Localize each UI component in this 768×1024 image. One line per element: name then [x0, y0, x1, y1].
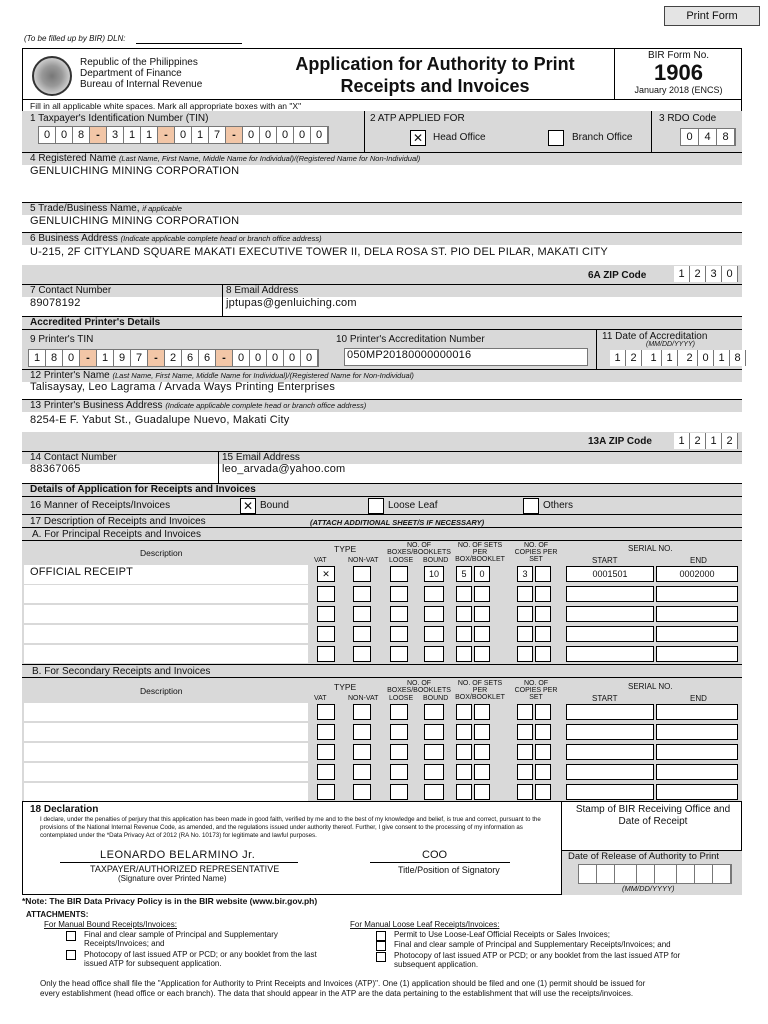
digit-cell: 0: [243, 127, 260, 143]
sets-cell-2[interactable]: [474, 606, 490, 622]
contact-label: 7 Contact Number: [30, 285, 112, 296]
printer-tin-field[interactable]: [28, 349, 319, 367]
col-desc-b: Description: [140, 686, 183, 696]
registered-name-label: 4 Registered Name (Last Name, First Name, Middle Name for Individual)/(Registered Name for Non-Individual): [30, 153, 421, 164]
description-cell[interactable]: [24, 743, 308, 761]
sets-cell-1[interactable]: [456, 606, 472, 622]
nonvat-cell[interactable]: [353, 566, 371, 582]
digit-cell: 0: [175, 127, 192, 143]
signatory-role: TAXPAYER/AUTHORIZED REPRESENTATIVE: [90, 864, 280, 874]
copies-cell-1[interactable]: [517, 784, 533, 800]
digit-cell: 0: [250, 350, 267, 366]
rdo-field[interactable]: [680, 128, 736, 146]
footer-text: Only the head office shall file the "Application for Authority to Print Receipts and Invoices (ATP)". One (1) application should be filed and one (1) permit should be issued for every establishment (head office or each branch). The data that should appear in the ATP are the data pertaining to the establishment that will use the receipts/invoices.: [40, 979, 646, 998]
accreditation-field[interactable]: 050MP20180000000016: [344, 348, 588, 366]
digit-cell: 1: [29, 350, 46, 366]
form-number: 1906: [654, 60, 703, 85]
signatory-hint: (Signature over Printed Name): [118, 874, 227, 883]
dln-label: (To be filled up by BIR) DLN:: [24, 34, 126, 43]
bound-att-checkbox-1[interactable]: [66, 931, 76, 941]
digit-cell: 0: [63, 350, 80, 366]
digit-cell: 0: [233, 350, 250, 366]
vat-cell[interactable]: [317, 744, 335, 760]
description-cell[interactable]: [24, 625, 308, 643]
copies-cell-2[interactable]: [535, 626, 551, 642]
loose-leaf-label: Loose Leaf: [388, 500, 438, 511]
copies-cell-1[interactable]: [517, 646, 533, 662]
vat-cell[interactable]: [317, 704, 335, 720]
others-checkbox[interactable]: [523, 498, 539, 514]
digit-cell: 3: [706, 266, 722, 282]
digit-cell: 8: [730, 350, 746, 366]
sets-cell-2[interactable]: [474, 646, 490, 662]
printer-email-label: 15 Email Address: [222, 452, 300, 463]
end-cell[interactable]: [656, 744, 738, 760]
end-cell[interactable]: [656, 606, 738, 622]
printer-zip-label: 13A ZIP Code: [588, 436, 652, 447]
col-loose-b: LOOSE: [389, 695, 414, 702]
copies-cell-1[interactable]: [517, 764, 533, 780]
loose-att-2: Final and clear sample of Principal and Supplementary Receipts/Invoices; and: [394, 940, 671, 949]
digit-cell: 8: [717, 129, 735, 145]
agency-line: Department of Finance: [80, 68, 182, 79]
digit-cell: 2: [690, 433, 706, 449]
loose-att-checkbox-3[interactable]: [376, 952, 386, 962]
end-cell[interactable]: [656, 704, 738, 720]
digit-cell: -: [80, 350, 97, 366]
copies-cell-1[interactable]: 3: [517, 566, 533, 582]
agency-block: [80, 57, 202, 90]
branch-office-checkbox[interactable]: [548, 130, 564, 146]
description-cell[interactable]: [24, 645, 308, 663]
business-address-field[interactable]: U-215, 2F CITYLAND SQUARE MAKATI EXECUTIVE TOWER II, DELA ROSA ST. PIO DEL PILAR, MAKATI CITY: [30, 246, 608, 258]
printer-address-field[interactable]: 8254-E F. Yabut St., Guadalupe Nuevo, Makati City: [30, 414, 290, 426]
copies-cell-2[interactable]: [535, 764, 551, 780]
digit-cell: 0: [267, 350, 284, 366]
digit-cell: 1: [674, 433, 690, 449]
copies-cell-2[interactable]: [535, 784, 551, 800]
sets-cell-2[interactable]: [474, 784, 490, 800]
end-cell[interactable]: [656, 784, 738, 800]
sets-cell-2[interactable]: [474, 764, 490, 780]
registered-name-field[interactable]: GENLUICHING MINING CORPORATION: [30, 165, 240, 177]
attachments-label: ATTACHMENTS:: [26, 910, 89, 919]
col-loose-a: LOOSE: [389, 557, 414, 564]
end-cell[interactable]: [656, 764, 738, 780]
loose-cell[interactable]: [390, 764, 408, 780]
start-cell[interactable]: [566, 724, 654, 740]
nonvat-cell[interactable]: [353, 626, 371, 642]
loose-att-1: Permit to Use Loose-Leaf Official Receipts or Sales Invoices;: [394, 930, 610, 939]
vat-cell[interactable]: [317, 764, 335, 780]
start-cell[interactable]: [566, 586, 654, 602]
col-copies-a: NO. OF COPIES PER SET: [514, 542, 558, 563]
description-label: 17 Description of Receipts and Invoices: [30, 516, 206, 527]
col-desc-a: Description: [140, 548, 183, 558]
loose-cell[interactable]: [390, 784, 408, 800]
digit-cell: [619, 865, 637, 883]
digit-cell: 1: [97, 350, 114, 366]
start-cell[interactable]: [566, 606, 654, 622]
digit-cell: -: [90, 127, 107, 143]
instructions: Fill in all applicable white spaces. Mark all appropriate boxes with an "X": [30, 101, 302, 111]
trade-name-label: 5 Trade/Business Name, if applicable: [30, 203, 182, 214]
col-start-b: START: [592, 694, 618, 703]
col-sets-a: NO. OF SETS PER BOX/BOOKLET: [455, 542, 505, 563]
bound-cell[interactable]: [424, 744, 444, 760]
description-cell[interactable]: [24, 605, 308, 623]
sets-cell-1[interactable]: [456, 646, 472, 662]
copies-cell-2[interactable]: [535, 646, 551, 662]
copies-cell-2[interactable]: [535, 586, 551, 602]
loose-att-checkbox-1[interactable]: [376, 931, 386, 941]
nonvat-cell[interactable]: [353, 586, 371, 602]
digit-cell: 6: [199, 350, 216, 366]
row-printer-contact: [22, 464, 742, 484]
digit-cell: 0: [722, 266, 738, 282]
nonvat-cell[interactable]: [353, 704, 371, 720]
col-type-b: TYPE: [334, 682, 357, 692]
row1-description: OFFICIAL RECEIPT: [30, 566, 134, 578]
printer-section-header: Accredited Printer's Details: [22, 317, 742, 330]
copies-cell-1[interactable]: [517, 606, 533, 622]
end-cell[interactable]: [656, 724, 738, 740]
copies-cell-2[interactable]: [535, 724, 551, 740]
privacy-note: *Note: The BIR Data Privacy Policy is in the BIR website (www.bir.gov.ph): [22, 896, 318, 906]
digit-cell: 1: [706, 433, 722, 449]
start-cell[interactable]: [566, 744, 654, 760]
sets-cell-1[interactable]: [456, 784, 472, 800]
col-boxes-b: NO. OF BOXES/BOOKLETS: [387, 680, 451, 694]
bound-cell[interactable]: 10: [424, 566, 444, 582]
nonvat-cell[interactable]: [353, 744, 371, 760]
start-cell[interactable]: 0001501: [566, 566, 654, 582]
vat-cell[interactable]: ✕: [317, 566, 335, 582]
vat-cell[interactable]: [317, 724, 335, 740]
digit-cell: 7: [209, 127, 226, 143]
row-contact: [22, 297, 742, 317]
accr-date-hint: (MM/DD/YYYY): [646, 341, 695, 348]
digit-cell: 0: [311, 127, 328, 143]
digit-cell: 0: [56, 127, 73, 143]
printer-zip-field[interactable]: [674, 433, 738, 449]
tin-label: 1 Taxpayer's Identification Number (TIN): [30, 113, 209, 124]
divider: [222, 285, 223, 317]
loose-cell[interactable]: [390, 724, 408, 740]
digit-cell: 3: [107, 127, 124, 143]
digit-cell: [695, 865, 713, 883]
bound-cell[interactable]: [424, 764, 444, 780]
section-a-label: A. For Principal Receipts and Invoices: [32, 529, 201, 540]
printer-contact-label: 14 Contact Number: [30, 452, 117, 463]
form-title: [250, 53, 620, 97]
bound-attachments-header: For Manual Bound Receipts/Invoices:: [44, 920, 177, 929]
col-vat-a: VAT: [314, 557, 327, 564]
divider: [218, 452, 219, 484]
business-address-label: 6 Business Address (Indicate applicable complete head or branch office address): [30, 233, 322, 244]
section-b-label: B. For Secondary Receipts and Invoices: [32, 666, 211, 677]
zip-label: 6A ZIP Code: [588, 270, 647, 281]
digit-cell: -: [158, 127, 175, 143]
copies-cell-1[interactable]: [517, 586, 533, 602]
description-cell[interactable]: [24, 723, 308, 741]
digit-cell: -: [148, 350, 165, 366]
position-label: Title/Position of Signatory: [398, 865, 500, 875]
col-bound-b: BOUND: [423, 695, 449, 702]
row14-band: [22, 452, 742, 464]
sets-cell-1[interactable]: [456, 744, 472, 760]
digit-cell: 1: [141, 127, 158, 143]
sets-cell-1[interactable]: [456, 626, 472, 642]
bound-att-1: Final and clear sample of Principal and Supplementary Receipts/Invoices; and: [84, 930, 278, 948]
loose-leaf-checkbox[interactable]: [368, 498, 384, 514]
form-number-box: [614, 48, 742, 100]
email-label: 8 Email Address: [226, 285, 299, 296]
description-cell[interactable]: [24, 763, 308, 781]
col-sets-b: NO. OF SETS PER BOX/BOOKLET: [455, 680, 505, 701]
digit-cell: 2: [722, 433, 738, 449]
start-cell[interactable]: [566, 646, 654, 662]
signatory-name[interactable]: LEONARDO BELARMINO Jr.: [100, 849, 256, 861]
col-end-a: END: [690, 556, 707, 565]
vat-cell[interactable]: [317, 606, 335, 622]
printer-address-label: 13 Printer's Business Address (Indicate applicable complete head or branch office address): [30, 400, 367, 411]
bound-cell[interactable]: [424, 606, 444, 622]
sets-cell-2[interactable]: 0: [474, 566, 490, 582]
description-hint: (ATTACH ADDITIONAL SHEET/S IF NECESSARY): [310, 518, 485, 527]
loose-cell[interactable]: [390, 586, 408, 602]
nonvat-cell[interactable]: [353, 764, 371, 780]
zip-field[interactable]: [674, 266, 738, 282]
end-cell[interactable]: [656, 586, 738, 602]
rdo-label: 3 RDO Code: [659, 113, 717, 124]
nonvat-cell[interactable]: [353, 784, 371, 800]
col-end-b: END: [690, 694, 707, 703]
digit-cell: 9: [114, 350, 131, 366]
digit-cell: 1: [646, 350, 662, 366]
sets-cell-1[interactable]: [456, 704, 472, 720]
position-field[interactable]: COO: [422, 849, 448, 861]
digit-cell: 2: [165, 350, 182, 366]
agency-line: Republic of the Philippines: [80, 57, 198, 68]
digit-cell: 1: [124, 127, 141, 143]
release-date-field[interactable]: [578, 864, 732, 884]
description-cell[interactable]: [24, 703, 308, 721]
digit-cell: -: [226, 127, 243, 143]
digit-cell: 8: [73, 127, 90, 143]
dln-line: [136, 43, 242, 44]
vat-cell[interactable]: [317, 626, 335, 642]
manner-label: 16 Manner of Receipts/Invoices: [30, 500, 171, 511]
loose-att-3: Photocopy of last issued ATP or PCD; or any booklet from the last issued ATP for subsequent application.: [394, 951, 681, 969]
sets-cell-1[interactable]: 5: [456, 566, 472, 582]
digit-cell: 7: [131, 350, 148, 366]
email-field[interactable]: jptupas@genluiching.com: [226, 297, 357, 309]
agency-line: Bureau of Internal Revenue: [80, 79, 203, 90]
loose-att-checkbox-2[interactable]: [376, 941, 386, 951]
print-form-button[interactable]: Print Form: [664, 6, 760, 26]
bound-cell[interactable]: [424, 626, 444, 642]
digit-cell: 1: [674, 266, 690, 282]
description-cell[interactable]: [24, 585, 308, 603]
details-section-header: Details of Application for Receipts and Invoices: [22, 484, 742, 497]
col-start-a: START: [592, 556, 618, 565]
start-cell[interactable]: [566, 764, 654, 780]
digit-cell: 0: [301, 350, 318, 366]
digit-cell: 0: [277, 127, 294, 143]
branch-office-label: Branch Office: [572, 132, 633, 143]
nonvat-cell[interactable]: [353, 724, 371, 740]
digit-cell: 1: [192, 127, 209, 143]
digit-cell: [677, 865, 695, 883]
sets-cell-2[interactable]: [474, 586, 490, 602]
bound-cell[interactable]: [424, 586, 444, 602]
digit-cell: [637, 865, 655, 883]
title-line: Receipts and Invoices: [340, 76, 530, 96]
copies-cell-2[interactable]: [535, 744, 551, 760]
digit-cell: 2: [682, 350, 698, 366]
vat-cell[interactable]: [317, 646, 335, 662]
copies-cell-1[interactable]: [517, 626, 533, 642]
form-number-label: BIR Form No.: [647, 50, 710, 61]
accr-date-label: 11 Date of Accreditation: [602, 331, 708, 342]
loose-cell[interactable]: [390, 744, 408, 760]
digit-cell: 0: [698, 350, 714, 366]
digit-cell: 0: [260, 127, 277, 143]
bound-att-2: Photocopy of last issued ATP or PCD; or any booklet from the last issued ATP for subsequent application.: [84, 950, 317, 968]
head-office-label: Head Office: [433, 132, 486, 143]
sets-cell-1[interactable]: [456, 764, 472, 780]
stamp-label: Stamp of BIR Receiving Office and Date of Receipt: [575, 804, 731, 827]
col-serial-a: SERIAL NO.: [628, 544, 673, 553]
tin-field[interactable]: [38, 126, 329, 144]
position-line: [370, 862, 510, 863]
vat-cell[interactable]: [317, 784, 335, 800]
start-cell[interactable]: [566, 784, 654, 800]
col-nonvat-b: NON-VAT: [348, 695, 379, 702]
col-vat-b: VAT: [314, 695, 327, 702]
digit-cell: 0: [284, 350, 301, 366]
sets-cell-2[interactable]: [474, 704, 490, 720]
sets-cell-2[interactable]: [474, 724, 490, 740]
digit-cell: 1: [662, 350, 678, 366]
digit-cell: 2: [690, 266, 706, 282]
digit-cell: 8: [46, 350, 63, 366]
end-cell[interactable]: [656, 626, 738, 642]
digit-cell: 0: [294, 127, 311, 143]
trade-name-field[interactable]: GENLUICHING MINING CORPORATION: [30, 215, 240, 227]
sets-cell-2[interactable]: [474, 626, 490, 642]
description-cell[interactable]: [24, 783, 308, 801]
printer-email-field[interactable]: leo_arvada@yahoo.com: [222, 463, 346, 475]
digit-cell: 0: [39, 127, 56, 143]
declaration-label: 18 Declaration: [30, 804, 99, 815]
digit-cell: 1: [714, 350, 730, 366]
atp-label: 2 ATP APPLIED FOR: [370, 113, 465, 124]
bound-cell[interactable]: [424, 724, 444, 740]
release-hint: (MM/DD/YYYY): [622, 884, 675, 893]
bound-att-checkbox-2[interactable]: [66, 950, 76, 960]
copies-cell-2[interactable]: [535, 704, 551, 720]
loose-cell[interactable]: [390, 704, 408, 720]
col-boxes-a: NO. OF BOXES/BOOKLETS: [387, 542, 451, 556]
col-type-a: TYPE: [334, 544, 357, 554]
digit-cell: [597, 865, 615, 883]
signature-line: [60, 862, 298, 863]
loose-cell[interactable]: [390, 646, 408, 662]
form-date: January 2018 (ENCS): [634, 85, 723, 95]
sets-cell-1[interactable]: [456, 724, 472, 740]
head-office-checkbox[interactable]: ✕: [410, 130, 426, 146]
bound-checkbox[interactable]: ✕: [240, 498, 256, 514]
bound-cell[interactable]: [424, 784, 444, 800]
digit-cell: 4: [699, 129, 717, 145]
col-nonvat-a: NON-VAT: [348, 557, 379, 564]
title-line: Application for Authority to Print: [295, 54, 575, 74]
row7-band: [22, 285, 742, 297]
others-label: Others: [543, 500, 574, 511]
printer-contact-field[interactable]: 88367065: [30, 463, 81, 475]
copies-cell-1[interactable]: [517, 724, 533, 740]
sets-cell-2[interactable]: [474, 744, 490, 760]
start-cell[interactable]: [566, 626, 654, 642]
digit-cell: [659, 865, 677, 883]
digit-cell: 6: [182, 350, 199, 366]
loose-cell[interactable]: [390, 606, 408, 622]
end-cell[interactable]: 0002000: [656, 566, 738, 582]
copies-cell-1[interactable]: [517, 704, 533, 720]
nonvat-cell[interactable]: [353, 606, 371, 622]
accr-date-field[interactable]: [610, 350, 746, 366]
digit-cell: [579, 865, 597, 883]
bir-seal-icon: [32, 56, 72, 96]
printer-name-label: 12 Printer's Name (Last Name, First Name, Middle Name for Individual)/(Registered Name for Non-Individual): [30, 370, 414, 381]
copies-cell-1[interactable]: [517, 744, 533, 760]
loose-attachments-header: For Manual Loose Leaf Receipts/Invoices:: [350, 920, 500, 929]
loose-cell[interactable]: [390, 626, 408, 642]
digit-cell: 1: [610, 350, 626, 366]
printer-tin-label: 9 Printer's TIN: [30, 334, 94, 345]
bound-cell[interactable]: [424, 704, 444, 720]
digit-cell: 0: [681, 129, 699, 145]
contact-field[interactable]: 89078192: [30, 297, 81, 309]
col-copies-b: NO. OF COPIES PER SET: [514, 680, 558, 701]
loose-cell[interactable]: [390, 566, 408, 582]
end-cell[interactable]: [656, 646, 738, 662]
bound-cell[interactable]: [424, 646, 444, 662]
copies-cell-2[interactable]: [535, 606, 551, 622]
printer-name-field[interactable]: Talisaysay, Leo Lagrama / Arvada Ways Printing Enterprises: [30, 381, 336, 393]
sets-cell-1[interactable]: [456, 586, 472, 602]
col-serial-b: SERIAL NO.: [628, 682, 673, 691]
start-cell[interactable]: [566, 704, 654, 720]
vat-cell[interactable]: [317, 586, 335, 602]
digit-cell: 2: [626, 350, 642, 366]
declaration-text: I declare, under the penalties of perjury that this application has been made in good faith, verified by me and to the best of my knowledge and belief, is true and correct, pursuant to the provisions of the National Internal Revenue Code, as amended, and the regulations issued under authority thereof. Further, I give consent to the processing of my information as contemplated under the *Data Privacy Act of 2012 (RA No. 10173) for legitimate and lawful purposes.: [40, 816, 541, 839]
release-label: Date of Release of Authority to Print: [568, 851, 720, 862]
copies-cell-2[interactable]: [535, 566, 551, 582]
accreditation-label: 10 Printer's Accreditation Number: [336, 334, 485, 345]
bound-label: Bound: [260, 500, 289, 511]
nonvat-cell[interactable]: [353, 646, 371, 662]
digit-cell: [713, 865, 731, 883]
digit-cell: -: [216, 350, 233, 366]
col-bound-a: BOUND: [423, 557, 449, 564]
